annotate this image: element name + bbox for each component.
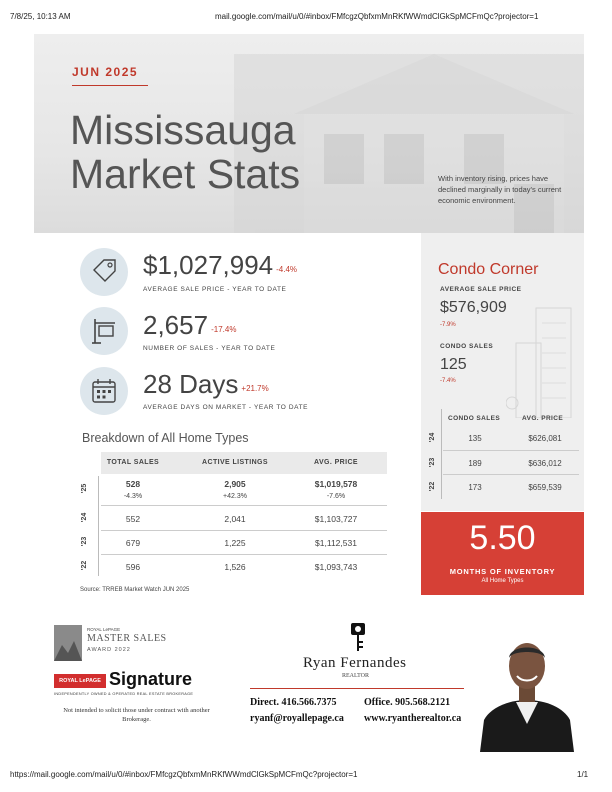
condo-cell: $659,539 [528, 483, 562, 492]
agent-photo [470, 628, 584, 752]
header-avg-price: AVG. PRICE [314, 459, 358, 466]
table-cell: 1,526 [224, 562, 246, 572]
website-link[interactable]: www.ryantherealtor.ca [364, 713, 462, 724]
agent-name: Ryan Fernandes [303, 655, 407, 671]
condo-sales-value: 125 [440, 356, 467, 373]
number-of-sales-label: NUMBER OF SALES - YEAR TO DATE [143, 345, 276, 352]
condo-avg-value: $576,909 [440, 299, 507, 316]
table-cell: 2,905 [224, 479, 246, 489]
hero-banner [34, 34, 584, 233]
table-cell: $1,093,743 [314, 562, 358, 572]
days-on-market-change: +21.7% [241, 384, 269, 393]
award-title: MASTER SALES [87, 633, 167, 644]
condo-title: Condo Corner [438, 261, 539, 278]
hero-subtitle: With inventory rising, prices have declined marginally in today's current economic environment. [438, 174, 562, 205]
disclaimer: Not intended to solicit those under contract with another Brokerage. [63, 707, 210, 723]
breakdown-divider [98, 476, 99, 576]
award-small: ROYAL LePAGE [87, 627, 121, 632]
source-note: Source: TRREB Market Watch JUN 2025 [80, 587, 190, 593]
agent-logo-icon [348, 623, 368, 653]
header-active-listings: ACTIVE LISTINGS [202, 459, 268, 466]
avg-sale-price [143, 250, 297, 281]
brand-tagline: INDEPENDENTLY OWNED & OPERATED REAL ESTATE BROKERAGE [54, 692, 194, 696]
row-year: '22 [81, 560, 89, 571]
row-divider [443, 474, 579, 475]
table-cell-change: -4.3% [123, 493, 143, 500]
table-cell: 596 [125, 562, 141, 572]
number-of-sales-change: -17.4% [211, 325, 237, 334]
inventory-sub: All Home Types [481, 578, 524, 584]
print-timestamp: 7/8/25, 10:13 AM [10, 12, 71, 21]
days-on-market-value: 28 Days [143, 369, 239, 399]
page-title [70, 108, 300, 196]
table-cell: $1,112,531 [315, 538, 357, 548]
royal-lepage-signature-logo [54, 669, 224, 702]
condo-avg-label: AVERAGE SALE PRICE [440, 286, 522, 293]
email-link[interactable]: ryanf@royallepage.ca [250, 713, 344, 724]
condo-cell: 173 [468, 483, 482, 492]
condo-header-sales: CONDO SALES [448, 415, 501, 422]
agent-divider [250, 688, 464, 689]
print-url[interactable]: mail.google.com/mail/u/0/#inbox/FMfcgzQbfxmMnRKfWWmdClGkSpMCFmQc?projector=1 [215, 12, 539, 21]
table-cell: $1,019,578 [314, 479, 358, 489]
master-sales-award-logo [54, 625, 167, 665]
row-year: '22 [429, 481, 437, 492]
condo-avg-change: -7.9% [440, 322, 456, 328]
breakdown-table-header [101, 452, 387, 474]
inventory-label: MONTHS OF INVENTORY [449, 567, 556, 576]
days-on-market [143, 369, 269, 400]
avg-sale-price-value: $1,027,994 [143, 250, 274, 280]
row-year: '23 [429, 457, 437, 468]
row-year: '24 [429, 432, 437, 443]
avg-sale-price-change: -4.4% [276, 265, 298, 274]
condo-cell: $636,012 [528, 459, 562, 468]
breakdown-title: Breakdown of All Home Types [82, 431, 249, 445]
header-total-sales: TOTAL SALES [106, 459, 160, 466]
report-date: JUN 2025 [72, 65, 139, 79]
date-underline [72, 85, 148, 86]
price-tag-icon [80, 248, 128, 296]
brand-name: Signature [109, 669, 193, 689]
row-year: '24 [81, 512, 89, 523]
inventory-value: 5.50 [469, 519, 536, 557]
condo-sales-label: CONDO SALES [440, 343, 494, 350]
row-divider [101, 554, 387, 555]
days-on-market-label: AVERAGE DAYS ON MARKET - YEAR TO DATE [143, 404, 309, 411]
calendar-icon [80, 367, 128, 415]
condo-sales-change: -7.4% [440, 378, 456, 384]
table-cell: 552 [125, 514, 141, 524]
condo-cell: $626,081 [528, 434, 562, 443]
number-of-sales-value: 2,657 [143, 310, 209, 340]
award-year: AWARD 2022 [87, 647, 131, 653]
agent-title: REALTOR [341, 673, 369, 679]
condo-building-illustration [506, 303, 581, 418]
table-cell-change: +42.3% [223, 493, 247, 500]
print-page-count: 1/1 [577, 770, 589, 779]
table-cell: 2,041 [224, 514, 246, 524]
table-cell-change: -7.6% [326, 493, 346, 500]
table-cell: 679 [125, 538, 141, 548]
row-divider [101, 505, 387, 506]
row-divider [101, 530, 387, 531]
title-line-1: Mississauga [70, 107, 296, 153]
condo-cell: 135 [468, 434, 482, 443]
direct-phone: Direct. 416.566.7375 [250, 697, 337, 708]
row-year: '23 [81, 536, 89, 547]
office-phone: Office. 905.568.2121 [364, 697, 451, 708]
condo-table-divider [441, 409, 442, 499]
table-cell: $1,103,727 [314, 514, 358, 524]
print-footer-url[interactable]: https://mail.google.com/mail/u/0/#inbox/FMfcgzQbfxmMnRKfWWmdClGkSpMCFmQc?projector=1 [10, 770, 358, 779]
brand-small: ROYAL LePAGE [54, 674, 106, 688]
table-cell: 1,225 [224, 538, 246, 548]
condo-header-price: AVG. PRICE [522, 415, 564, 422]
table-cell: 528 [125, 479, 141, 489]
row-divider [443, 450, 579, 451]
for-sale-sign-icon [80, 307, 128, 355]
number-of-sales [143, 310, 236, 341]
title-line-2: Market Stats [70, 151, 301, 197]
inventory-box [421, 512, 584, 595]
avg-sale-price-label: AVERAGE SALE PRICE - YEAR TO DATE [143, 286, 287, 293]
condo-cell: 189 [468, 459, 482, 468]
row-year: '25 [81, 483, 89, 494]
